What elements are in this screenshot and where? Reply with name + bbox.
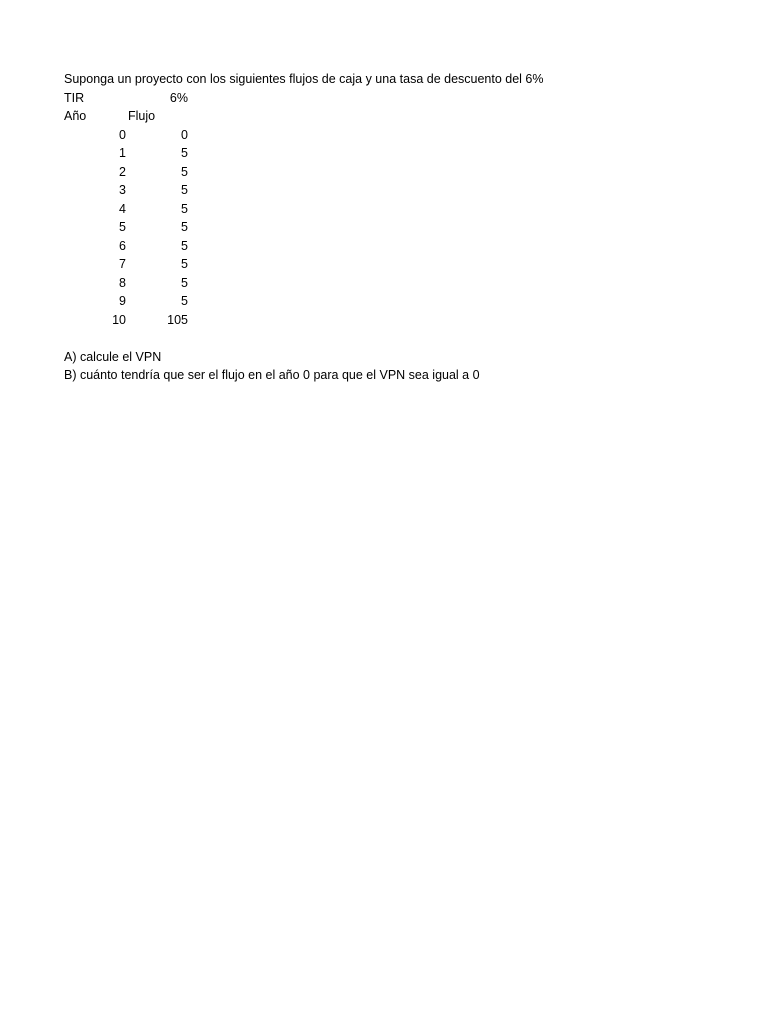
intro-text: Suponga un proyecto con los siguientes flujos de caja y una tasa de descuento del 6%: [64, 72, 544, 86]
year-cell: 6: [119, 238, 126, 253]
flow-cell: 5: [181, 183, 188, 197]
table-row: [64, 218, 704, 237]
flow-cell: 0: [181, 127, 188, 142]
year-cell: 2: [119, 164, 126, 179]
flow-cell: 105: [167, 312, 188, 327]
flow-cell: 5: [181, 220, 188, 234]
intro-row: [64, 70, 704, 89]
header-flow: Flujo: [128, 109, 156, 123]
question-b-row: [64, 366, 704, 385]
table-row: [64, 311, 704, 330]
table-row: [64, 181, 704, 200]
table-row: [64, 163, 704, 182]
year-cell: 9: [119, 294, 126, 308]
year-cell: 0: [119, 127, 126, 142]
cashflow-table: [64, 126, 704, 330]
spreadsheet-page: [64, 70, 704, 385]
flow-cell: 5: [181, 257, 188, 271]
header-year: Año: [64, 109, 87, 123]
flow-cell: 5: [181, 164, 188, 179]
table-row: [64, 255, 704, 274]
year-cell: 3: [119, 183, 126, 197]
flow-cell: 5: [181, 275, 188, 290]
rate-label: TIR: [64, 90, 85, 105]
year-cell: 4: [119, 201, 126, 216]
table-row: [64, 237, 704, 256]
table-row: [64, 200, 704, 219]
question-a-row: [64, 348, 704, 367]
flow-cell: 5: [181, 238, 188, 253]
year-cell: 7: [119, 257, 126, 271]
table-row: [64, 144, 704, 163]
year-cell: 8: [119, 275, 126, 290]
table-row: [64, 292, 704, 311]
flow-cell: 5: [181, 294, 188, 308]
rate-row: [64, 89, 704, 108]
year-cell: 10: [112, 312, 126, 327]
table-row: [64, 274, 704, 293]
blank-row: [64, 329, 704, 348]
table-header-row: [64, 107, 704, 126]
flow-cell: 5: [181, 201, 188, 216]
year-cell: 5: [119, 220, 126, 234]
year-cell: 1: [119, 146, 126, 160]
question-a: A) calcule el VPN: [64, 349, 162, 364]
table-row: [64, 126, 704, 145]
flow-cell: 5: [181, 146, 188, 160]
rate-value: 6%: [169, 90, 188, 105]
question-b: B) cuánto tendría que ser el flujo en el año 0 para que el VPN sea igual a 0: [64, 368, 480, 382]
